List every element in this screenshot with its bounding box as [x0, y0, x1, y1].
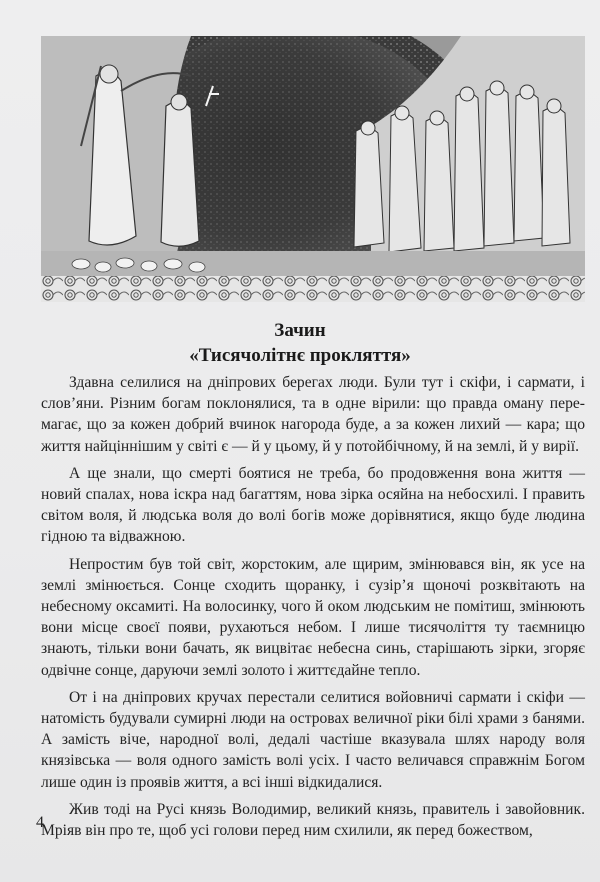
paragraph: Непростим був той світ, жорстоким, але щирим, змінювався він, як усе на землі змінюється. Сонце сходить щоранку, і сузір’я щоночі розквітають на небесному оксамиті. На волосинку, чого й оком людським не помітиш, змінюють вони місце своєї появи, рухаються небом. І лише тисячоліття ту таємницю знають, тільки вони бачать, як вицвітає небесна синь, старішають зірки, згоряє одвічне сонце, даруючи землі золото і життєдайне тепло. [41, 555, 585, 679]
paragraph: Жив тоді на Русі князь Володимир, великий князь, правитель і завойовник. Мріяв він про те, щоб усі голови перед ним схилили, як перед божеством, [41, 800, 585, 840]
body-text [41, 372, 585, 847]
paragraph: А ще знали, що смерті боятися не треба, бо продовження вона життя — новий спалах, нова іскра над багаттям, нова зірка осяйна на небосхилі. І править світом воля, й людська воля до волі богів може дорівнятися, якщо буде людина гідною та відважною. [41, 464, 585, 546]
paragraph: От і на дніпрових кручах перестали селитися войовничі сармати і скіфи — натомість будували сумирні люди на островах величної ріки білі храми з банями. А замість віче, народної волі, дедалі частіше вказувала шлях народу воля князівська — воля одного замість волі усіх. І часто величався справжнім Богом лише один із проявів життя, а всі інші відкидалися. [41, 688, 585, 791]
chapter-subtitle: «Тисячолітнє прокляття» [189, 345, 411, 366]
paragraph: Здавна селилися на дніпрових берегах люди. Були тут і скіфи, і сармати, і слов’яни. Різним богам поклонялися, та в одне вірили: що правда оману перемагає, що за кожен добрий вчинок нагорода буде, а за кожен лихий — кара; що життя найціннішим у світі є — й у цьому, й у потойбічному, й на землі, й у вирії. [41, 374, 585, 455]
chapter-illustration [41, 36, 585, 302]
page-number: 4 [36, 814, 44, 831]
chapter-title: Зачин [274, 320, 326, 341]
